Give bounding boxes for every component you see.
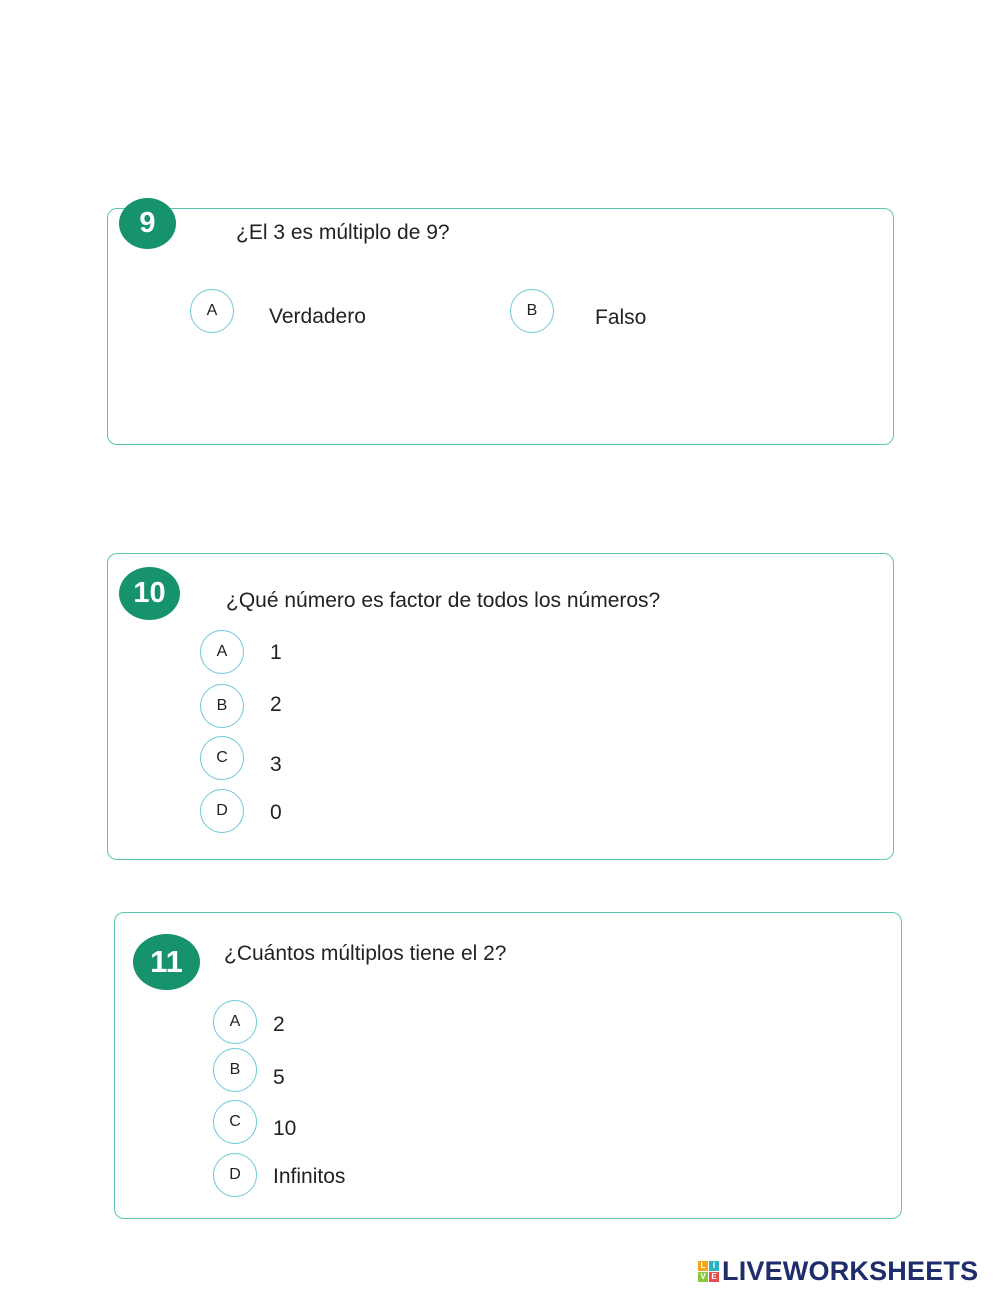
option-c-label: 3 bbox=[270, 753, 282, 776]
option-c-button[interactable]: C bbox=[200, 736, 244, 780]
option-d-button[interactable]: D bbox=[213, 1153, 257, 1197]
logo-block-e: E bbox=[709, 1272, 719, 1282]
question-number-badge: 10 bbox=[119, 567, 180, 620]
option-b-button[interactable]: B bbox=[510, 289, 554, 333]
option-c-label: 10 bbox=[273, 1117, 297, 1140]
option-a-label: 1 bbox=[270, 641, 282, 664]
option-b-button[interactable]: B bbox=[213, 1048, 257, 1092]
option-a-button[interactable]: A bbox=[190, 289, 234, 333]
option-a-label: 2 bbox=[273, 1013, 285, 1036]
option-b-label: 5 bbox=[273, 1066, 285, 1089]
option-c-button[interactable]: C bbox=[213, 1100, 257, 1144]
option-b-label: 2 bbox=[270, 693, 282, 716]
option-a-button[interactable]: A bbox=[200, 630, 244, 674]
question-text: ¿Cuántos múltiplos tiene el 2? bbox=[224, 942, 507, 965]
logo-block-l: L bbox=[698, 1261, 708, 1271]
question-text: ¿El 3 es múltiplo de 9? bbox=[236, 221, 450, 244]
liveworksheets-logo[interactable] bbox=[698, 1256, 978, 1287]
option-d-label: Infinitos bbox=[273, 1165, 346, 1188]
option-d-button[interactable]: D bbox=[200, 789, 244, 833]
logo-block-v: V bbox=[698, 1272, 708, 1282]
question-number-badge: 11 bbox=[133, 934, 200, 990]
logo-block-i: I bbox=[709, 1261, 719, 1271]
question-text: ¿Qué número es factor de todos los números? bbox=[226, 589, 661, 612]
logo-text: LIVEWORKSHEETS bbox=[722, 1256, 979, 1286]
logo-blocks-icon bbox=[698, 1261, 719, 1282]
option-a-label: Verdadero bbox=[269, 305, 366, 328]
option-b-label: Falso bbox=[595, 306, 647, 329]
option-d-label: 0 bbox=[270, 801, 282, 824]
option-a-button[interactable]: A bbox=[213, 1000, 257, 1044]
option-b-button[interactable]: B bbox=[200, 684, 244, 728]
question-number-badge: 9 bbox=[119, 198, 176, 249]
